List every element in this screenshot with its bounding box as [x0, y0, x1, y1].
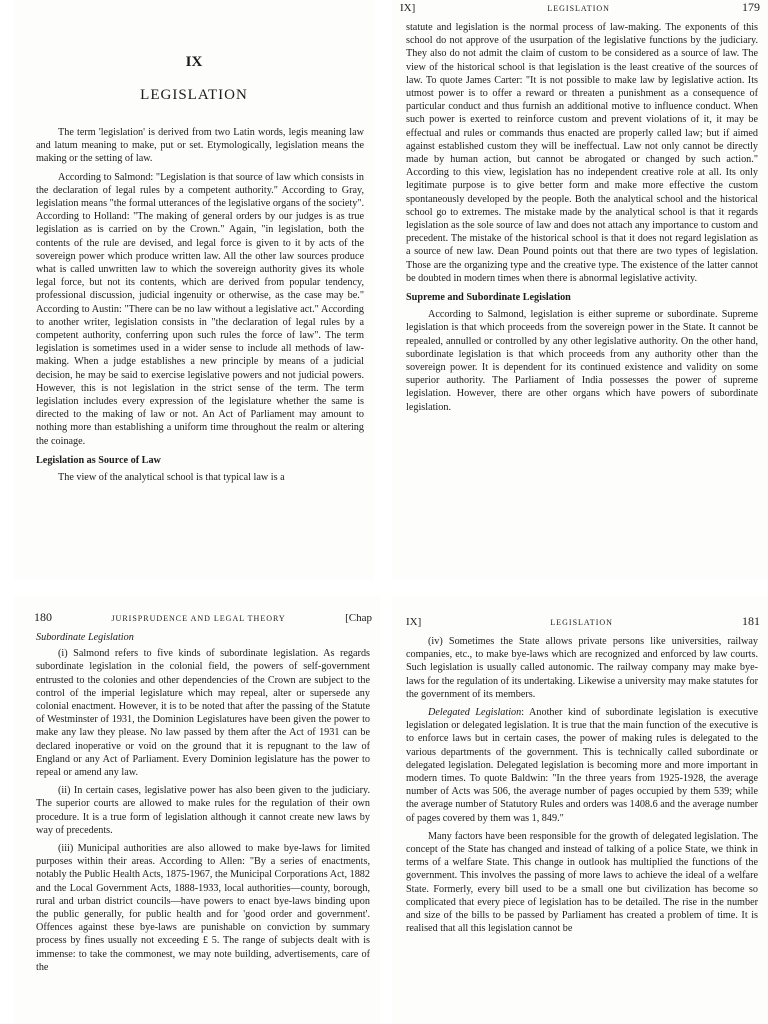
delegated-text: : Another kind of subordinate legislation is executive legislation or delegated legislation. It is true that the main function of the executive is to enforce laws but in certain cases, the power of making rules is delegated to the various departments of the government. This is technically called subordinate or delegated legislation. Delegated legislation is becoming more and more important in modern times. To quote Baldwin: "In the three years from 1925-1928, the average number of Acts was 506, the average number of pages occupied by them 539; while the average number of Statutory Rules and orders was 1408.6 and the average number of pages covered by them was 1, 849." — [406, 707, 758, 824]
colonial-paragraph: (i) Salmond refers to five kinds of subordinate legislation. As regards subordinate legislation in the colonial field, the powers of self-government entrusted to the colonies and other dependencies of the Crown are subject to the control of the imperial legislature which may repeal, alter or supersede any colonial enactment. However, it is to be noted that after the passing of the Statute of Westminster of 1931, the Dominion Legislatures have been given the power to make any law they please. No law passed by them after the Act of 1931 can be declared inoperative or void on the ground that it is repugnant to the law of England or any Act of Parliament. Every Dominion legislature has the power to repeal or amend any law. — [36, 648, 370, 779]
delegated-lead: Delegated Legislation — [428, 707, 522, 719]
header-chapter: IX] — [400, 2, 416, 14]
delegated-paragraph — [406, 706, 758, 825]
subordinate-legislation-heading: Subordinate Legislation — [36, 632, 134, 643]
page-178-body — [14, 126, 374, 484]
page-number: 180 — [34, 610, 52, 624]
section-heading-source-of-law: Legislation as Source of Law — [36, 454, 161, 466]
header-title: LEGISLATION — [550, 618, 613, 627]
page-179 — [392, 0, 768, 580]
header-title: LEGISLATION — [547, 4, 610, 13]
header-chapter: [Chap — [345, 612, 372, 624]
header-chapter: IX] — [406, 616, 422, 628]
analytical-school-paragraph: The view of the analytical school is that typical law is a — [58, 472, 285, 484]
page-180-body — [14, 631, 380, 974]
salmond-paragraph: According to Salmond: "Legislation is that source of law which consists in the declaration of legal rules by a competent authority." According to Gray, legislation means "the formal utterances of the legislative organs of the society". According to Holland: "The making of general orders by our judges is as true legislation as is carried on by the Crown." Again, "in legislation, both the contents of the rule are devised, and legal force is given to it by acts of the sovereign power which produce written law. All the other law sources produce what is called unwritten law to which the sovereign authority gives its whole legal force, but not its contents, which are derived from popular tendency, professional discussion, judicial ingenuity or otherwise, as the case may be." According to Austin: "There can be no law without a legislative act." According to another writer, legislation consists in "the declaration of legal rules by a competent authority, conferring upon such rules the force of law". The term legislation is sometimes used in a wider sense to include all methods of law-making. When a judge establishes a new principle by means of a judicial decision, he may be said to exercise legislative powers and not judicial powers. However, this is not legislation in the strict sense of the term. The term legislation includes every expression of the legislature whether the same is directed to the making of law or not. An Act of Parliament may amount to nothing more than establishing a uniform time throughout the realm or altering the coinage. — [36, 171, 364, 447]
page-number: 181 — [741, 614, 760, 628]
autonomic-paragraph: (iv) Sometimes the State allows private persons like universities, railway companies, etc., to make bye-laws which are recognized and enforced by law courts. Such legislation is usually called autonomic. The railway company may make bye-laws for the regulation of its undertaking. Likewise a university may make statutes for the government of its members. — [406, 636, 758, 700]
municipal-paragraph: (iii) Municipal authorities are also allowed to make bye-laws for limited purposes within their areas. According to Allen: "By a series of enactments, notably the Public Health Acts, 1875-1967, the Municipal Corporations Act, 1882 and the Local Government Acts, 1888-1933, local authorities—county, borough, rural and urban district councils—have powers to enact bye-laws binding upon the public generally, for public health and for 'good order and government'. Offences against these bye-laws are punishable on conviction by summary process by fines usually not exceeding £ 5. The range of subjects dealt with is immense: to take the commonest, we may note building, advertisements, care of the — [36, 843, 370, 973]
page-179-body — [392, 21, 768, 414]
intro-paragraph: The term 'legislation' is derived from two Latin words, legis meaning law and latum meaning to make, put or set. Etymologically, legislation means the making or the setting of law. — [36, 127, 364, 165]
page-180 — [14, 596, 380, 1024]
running-header-181 — [406, 614, 760, 629]
page-number: 179 — [741, 0, 760, 14]
growth-paragraph: Many factors have been responsible for the growth of delegated legislation. The concept of the State has changed and instead of talking of a police State, we think in terms of a welfare State. This change in outlook has multiplied the functions of the government. This involves the passing of more laws to achieve the ideal of a welfare State. Formerly, every bill used to be a small one but civilization has become so complicated that every piece of legislation has to be detailed. The rise in the number and size of the bills to be passed by Parliament has created a problem of time. It is realised that all this legislation cannot be — [406, 830, 758, 935]
section-heading-supreme-subordinate: Supreme and Subordinate Legislation — [406, 292, 571, 304]
running-header-180 — [34, 610, 372, 625]
page-181 — [392, 596, 768, 1024]
page-178 — [14, 0, 374, 580]
chapter-title: LEGISLATION — [140, 87, 248, 103]
header-title: JURISPRUDENCE AND LEGAL THEORY — [111, 614, 286, 623]
supreme-paragraph: According to Salmond, legislation is either supreme or subordinate. Supreme legislation is that which proceeds from the sovereign power in the State. It cannot be repealed, annulled or controlled by any other legislative authority. On the other hand, subordinate legislation is that which proceeds from any authority other than the sovereign power. It is dependent for its continued existence and validity on some superior authority. The Parliament of India possesses the power of supreme legislation. However, there are other organs which have powers of subordinate legislation. — [406, 309, 758, 413]
page-181-body — [392, 635, 768, 935]
continued-paragraph: statute and legislation is the normal process of law-making. The exponents of this school do not approve of the usurpation of the legislative functions by the judiciary. They also do not admit the claim of custom to be considered as a source of law. The view of the historical school is that legislation is the least creative of the sources of law. To quote James Carter: "It is not possible to make law by legislative action. Its utmost power is to offer a reward or threaten a punishment as a consequence of particular conduct and thus furnish an additional motive to influence conduct. When such power is exerted to reinforce custom and prevent violations of it, it may be effectual and rules or commands thus enacted are properly called law; but if aimed against established custom they will be ineffectual. Law not only cannot be directly made by human action, but cannot be abrogated or changed by such action." According to this view, legislation has no independent creative role at all. Its only legitimate purpose is to give better form and make more effective the custom spontaneously developed by the people. Both the analytical school and the historical school go to extremes. The mistake made by the analytical school is that it regards legislation as the sole source of law and does not attach any importance to custom and precedent. The mistake of the historical school is that it does not regard legislation as a source of new law. Dean Pound points out that there are two types of legislation. Those are the organizing type and the creative type. The existence of the latter cannot be doubted in modern times when there is abnormal legislative activity. — [406, 22, 758, 284]
judiciary-paragraph: (ii) In certain cases, legislative power has also been given to the judiciary. The superior courts are allowed to make rules for the regulation of their own procedure. It is a true form of legislation although it cannot create new laws by way of precedents. — [36, 785, 370, 836]
running-header-179 — [400, 0, 760, 15]
chapter-number: IX — [185, 54, 203, 70]
